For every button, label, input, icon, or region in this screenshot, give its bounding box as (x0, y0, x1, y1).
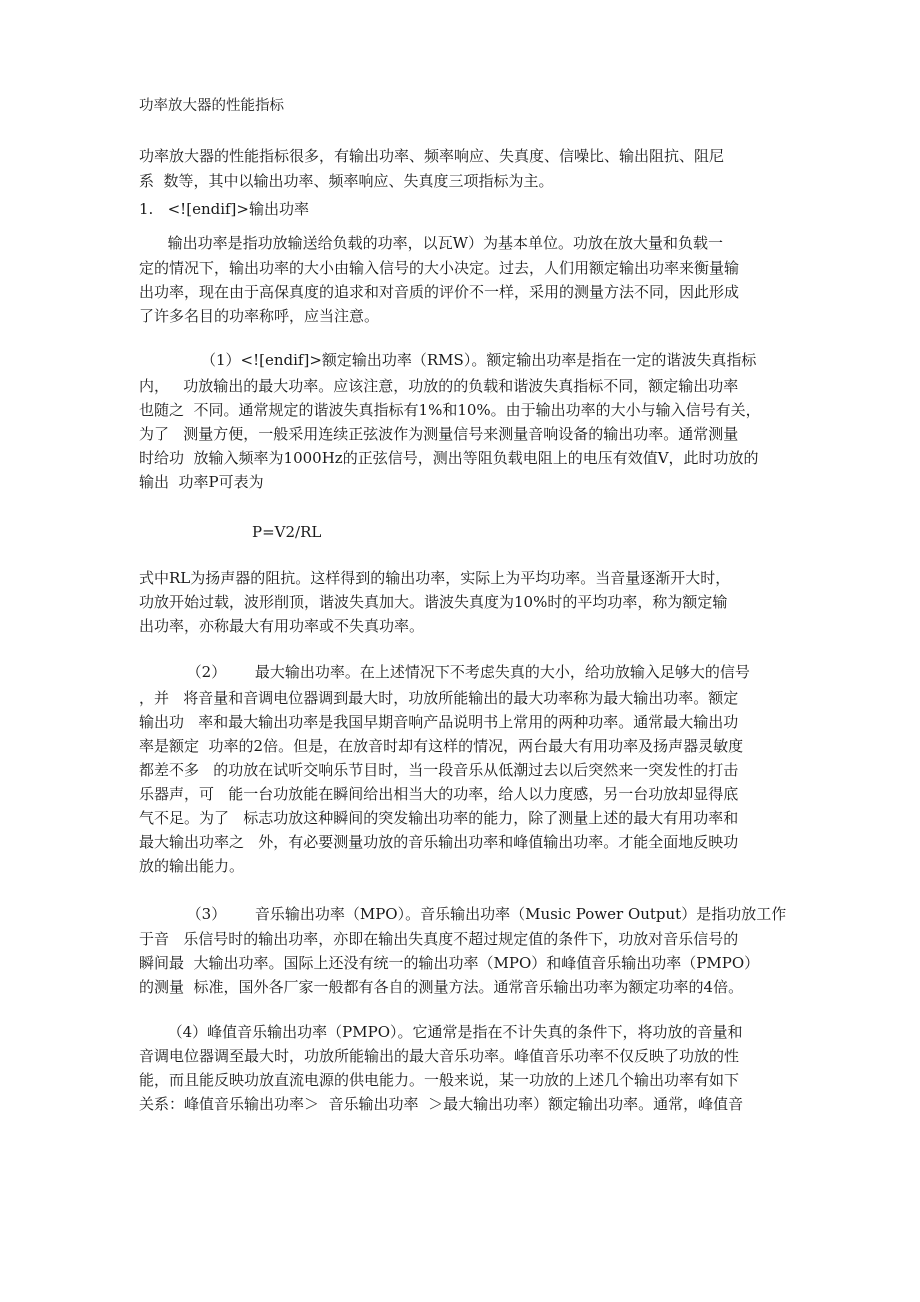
power-formula: P=V2/RL (252, 523, 322, 541)
text-line: 定的情况下，输出功率的大小由输入信号的大小决定。过去，人们用额定输出功率来衡量输 (139, 259, 740, 277)
text-line: 放的输出能力。 (139, 857, 245, 875)
text-line: 也随之 不同。通常规定的谐波失真指标有1%和10%。由于输出功率的大小与输入信号有关， (139, 401, 761, 419)
text-line: 乐器声，可 能一台功放能在瞬间给出相当大的功率，给人以力度感，另一台功放却显得底 (139, 785, 739, 803)
text-line: 输出 功率P可表为 (139, 473, 264, 491)
section-heading-output-power: 1. <![endif]>输出功率 (139, 200, 309, 218)
text-line: 时给功 放输入频率为1000Hz的正弦信号，测出等阻负载电阻上的电压有效值V，此时功放的 (139, 449, 759, 467)
text-line: （4）峰值音乐输出功率（PMPO）。它通常是指在不计失真的条件下，将功放的音量和 (139, 1023, 743, 1041)
text-line: 都差不多 的功放在试听交响乐节目时，当一段音乐从低潮过去以后突然来一突发性的打击 (139, 761, 739, 779)
text-line: 了许多名目的功率称呼，应当注意。 (139, 307, 380, 325)
text-line: ，并 将音量和音调电位器调到最大时，功放所能输出的最大功率称为最大输出功率。额定 (139, 689, 739, 707)
text-line: 的测量 标准，国外各厂家一般都有各自的测量方法。通常音乐输出功率为额定功率的4倍。 (139, 978, 744, 996)
text-line: 能，而且能反映功放直流电源的供电能力。一般来说，某一功放的上述几个输出功率有如下 (139, 1071, 740, 1089)
text-line: （3） 音乐输出功率（MPO）。音乐输出功率（Music Power Output）是指功放工作 (139, 905, 787, 923)
text-line: 最大输出功率之 外，有必要测量功放的音乐输出功率和峰值输出功率。才能全面地反映功 (139, 833, 739, 851)
text-line: 内， 功放输出的最大功率。应该注意，功放的的负载和谐波失真指标不同，额定输出功率 (139, 377, 739, 395)
text-line: 功率放大器的性能指标很多，有输出功率、频率响应、失真度、信噪比、输出阻抗、阻尼 (139, 147, 725, 165)
text-line: 功放开始过载，波形削顶，谐波失真加大。谐波失真度为10%时的平均功率，称为额定输 (139, 593, 728, 611)
text-line: 率是额定 功率的2倍。但是，在放音时却有这样的情况，两台最大有用功率及扬声器灵敏度 (139, 737, 744, 755)
text-line: 出功率，现在由于高保真度的追求和对音质的评价不一样，采用的测量方法不同，因此形成 (139, 283, 740, 301)
text-line: 于音 乐信号时的输出功率，亦即在输出失真度不超过规定值的条件下，功放对音乐信号的 (139, 930, 739, 948)
text-line: 关系：峰值音乐输出功率＞ 音乐输出功率 ＞最大输出功率）额定输出功率。通常，峰值音 (139, 1095, 744, 1113)
text-line: 系 数等，其中以输出功率、频率响应、失真度三项指标为主。 (139, 172, 554, 190)
text-line: 式中RL为扬声器的阻抗。这样得到的输出功率，实际上为平均功率。当音量逐渐开大时， (139, 569, 731, 587)
text-line: 音调电位器调至最大时，功放所能输出的最大音乐功率。峰值音乐功率不仅反映了功放的性 (139, 1047, 740, 1065)
text-line: 为了 测量方便，一般采用连续正弦波作为测量信号来测量音响设备的输出功率。通常测量 (139, 425, 739, 443)
text-line: （1）<![endif]>额定输出功率（RMS）。额定输出功率是指在一定的谐波失真指标 (139, 351, 757, 369)
text-line: 出功率，亦称最大有用功率或不失真功率。 (139, 617, 425, 635)
text-line: 气不足。为了 标志功放这种瞬间的突发输出功率的能力，除了测量上述的最大有用功率和 (139, 809, 739, 827)
text-line: 输出功 率和最大输出功率是我国早期音响产品说明书上常用的两种功率。通常最大输出功 (139, 713, 739, 731)
document-title: 功率放大器的性能指标 (139, 98, 284, 114)
text-line: 瞬间最 大输出功率。国际上还没有统一的输出功率（MPO）和峰值音乐输出功率（PMPO） (139, 954, 760, 972)
text-line: （2） 最大输出功率。在上述情况下不考虑失真的大小，给功放输入足够大的信号 (139, 663, 750, 681)
text-line: 输出功率是指功放输送给负载的功率，以瓦W）为基本单位。功放在放大量和负载一 (139, 234, 724, 252)
